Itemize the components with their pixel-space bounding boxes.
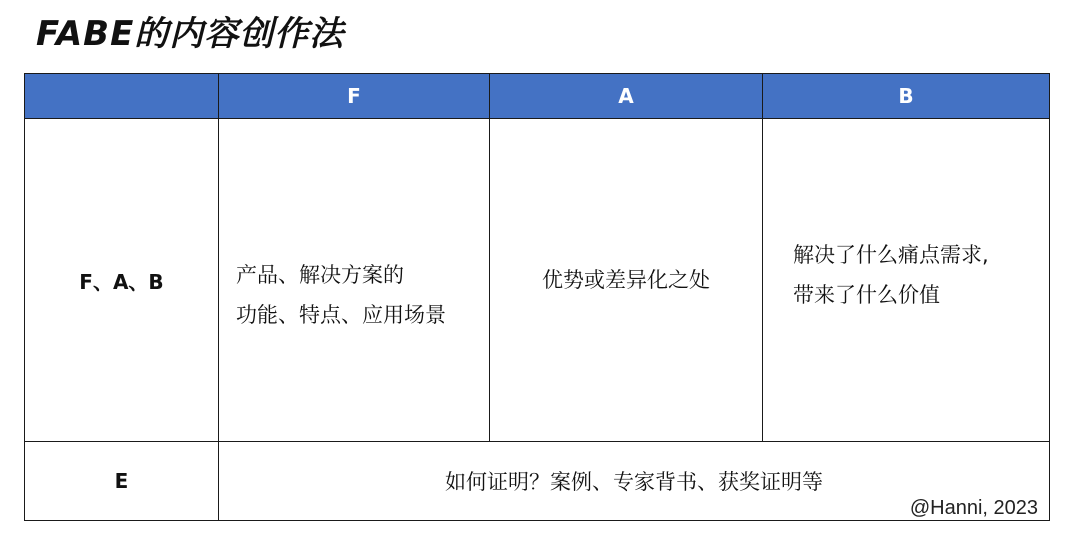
- cell-evidence: 如何证明？案例、专家背书、获奖证明等: [219, 442, 1050, 521]
- feature-line-1: 产品、解决方案的: [236, 263, 404, 287]
- benefit-line-2: 带来了什么价值: [793, 283, 940, 307]
- benefit-line-1: 解决了什么痛点需求,: [793, 243, 989, 267]
- header-cell-empty: [25, 74, 219, 119]
- header-row: [25, 74, 1050, 119]
- feature-line-2: 功能、特点、应用场景: [236, 303, 446, 327]
- header-cell-a: A: [490, 74, 763, 119]
- row-label-evidence: E: [25, 442, 219, 521]
- cell-benefit: [763, 119, 1050, 442]
- header-cell-f: F: [219, 74, 490, 119]
- fabe-table: [24, 73, 1050, 521]
- cell-advantage: 优势或差异化之处: [490, 119, 763, 442]
- cell-feature: [219, 119, 490, 442]
- header-cell-b: B: [763, 74, 1050, 119]
- page-title: FABE的内容创作法: [36, 14, 345, 54]
- table-row-fab: [25, 119, 1050, 442]
- table-row-evidence: [25, 442, 1050, 521]
- credit-text: @Hanni, 2023: [909, 497, 1038, 519]
- row-label-fab: F、A、B: [25, 119, 219, 442]
